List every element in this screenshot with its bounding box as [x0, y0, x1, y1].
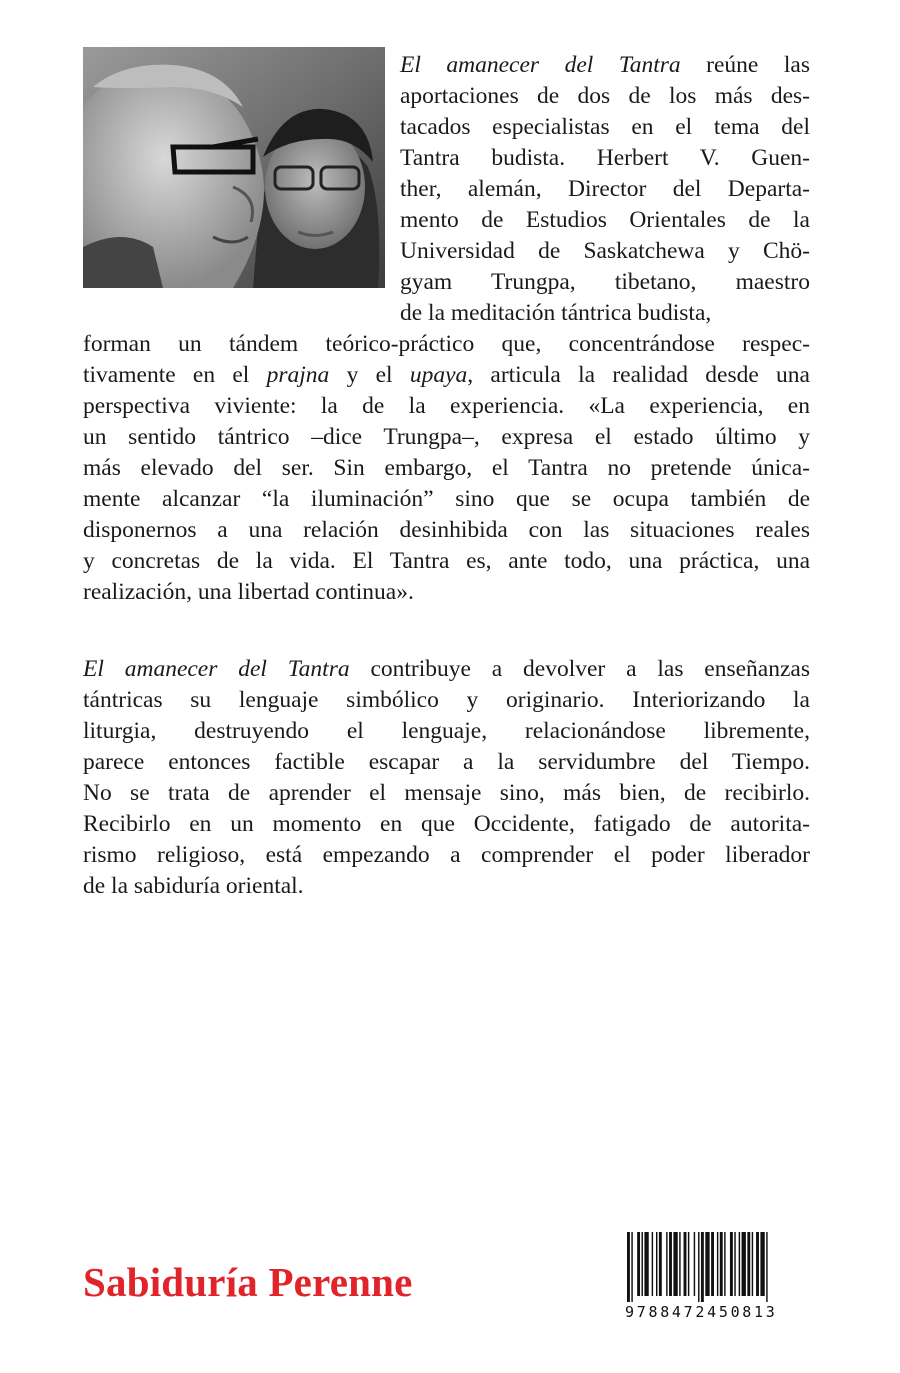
text-line — [83, 391, 810, 422]
text-line — [83, 871, 810, 902]
text-line — [83, 685, 810, 716]
italic-title: El amanecer del Tantra — [400, 52, 681, 78]
barcode-bar — [766, 1232, 767, 1302]
text-line — [83, 546, 810, 577]
barcode-bar — [711, 1232, 714, 1296]
paragraph-2 — [83, 654, 810, 902]
text-run: ther, alemán, Director del Departa- — [400, 176, 810, 202]
text-run: tivamente en el — [83, 362, 267, 388]
text-line — [83, 747, 810, 778]
barcode-bar — [637, 1232, 640, 1296]
text-line — [400, 174, 810, 205]
barcode-bar — [717, 1232, 718, 1296]
barcode-bar — [701, 1232, 704, 1302]
text-line — [83, 809, 810, 840]
text-run: un sentido tántrico –dice Trungpa–, expresa el estado último y — [83, 424, 810, 450]
author-photo — [83, 47, 385, 288]
barcode-bar — [679, 1232, 680, 1296]
text-run: tántricas su lenguaje simbólico y originario. Interiorizando la — [83, 687, 810, 713]
text-line — [83, 654, 810, 685]
text-run: Recibirlo en un momento en que Occidente, fatigado de autorita- — [83, 811, 810, 837]
barcode-bar — [669, 1232, 672, 1296]
barcode-bar — [652, 1232, 653, 1296]
text-line — [400, 143, 810, 174]
barcode-bar — [659, 1232, 662, 1296]
text-run: Tantra budista. Herbert V. Guen- — [400, 145, 810, 171]
text-run: No se trata de aprender el mensaje sino, más bien, de recibirlo. — [83, 780, 810, 806]
barcode-bar — [644, 1232, 648, 1296]
barcode-bar — [720, 1232, 723, 1296]
text-run: disponernos a una relación desinhibida con las situaciones reales — [83, 517, 810, 543]
text-run: tacados especialistas en el tema del — [400, 114, 810, 140]
text-run: perspectiva viviente: la de la experiencia. «La experiencia, en — [83, 393, 810, 419]
text-line — [83, 360, 810, 391]
text-line — [83, 453, 810, 484]
text-run: parece entonces factible escapar a la servidumbre del Tiempo. — [83, 749, 810, 775]
text-line — [83, 577, 810, 608]
text-run: más elevado del ser. Sin embargo, el Tantra no pretende única- — [83, 455, 810, 481]
text-line — [400, 236, 810, 267]
barcode-bar — [642, 1232, 643, 1296]
text-line — [83, 329, 810, 360]
barcode-bar — [666, 1232, 667, 1296]
text-line — [83, 422, 810, 453]
text-run: mente alcanzar “la iluminación” sino que se ocupa también de — [83, 486, 810, 512]
text-run: de la sabiduría oriental. — [83, 873, 304, 899]
barcode-bar — [756, 1232, 759, 1296]
text-line — [83, 778, 810, 809]
italic-title: prajna — [266, 362, 330, 388]
text-line — [400, 298, 810, 329]
text-run: y el — [329, 362, 410, 388]
text-line — [400, 205, 810, 236]
barcode-bar — [724, 1232, 725, 1296]
italic-title: El amanecer del Tantra — [83, 656, 350, 682]
paragraph-1-wrap — [400, 50, 810, 329]
barcode-bar — [698, 1232, 699, 1302]
text-run: gyam Trungpa, tibetano, maestro — [400, 269, 810, 295]
text-run: liturgia, destruyendo el lenguaje, relacionándose libremente, — [83, 718, 810, 744]
series-title: Sabiduría Perenne — [83, 1259, 413, 1305]
barcode-bar — [730, 1232, 733, 1296]
text-run: realización, una libertad continua». — [83, 579, 414, 605]
text-run: reúne las — [680, 52, 810, 78]
text-run: y concretas de la vida. El Tantra es, ante todo, una práctica, una — [83, 548, 810, 574]
text-line — [400, 50, 810, 81]
paragraph-1-full — [83, 329, 810, 608]
barcode-bar — [752, 1232, 753, 1296]
text-line — [83, 716, 810, 747]
barcode-bar — [742, 1232, 746, 1296]
text-line — [83, 484, 810, 515]
text-run: de la meditación tántrica budista, — [400, 300, 712, 326]
barcode-bar — [734, 1232, 735, 1296]
text-line — [400, 112, 810, 143]
text-run: mento de Estudios Orientales de la — [400, 207, 810, 233]
barcode-bar — [694, 1232, 695, 1296]
text-line — [83, 515, 810, 546]
text-run: rismo religioso, está empezando a comprender el poder liberador — [83, 842, 810, 868]
barcode-bar — [739, 1232, 740, 1296]
barcode-bar — [673, 1232, 677, 1296]
text-line — [400, 81, 810, 112]
text-run: contribuye a devolver a las enseñanzas — [349, 656, 810, 682]
barcode-bar — [747, 1232, 750, 1296]
text-run: , articula la realidad desde una — [467, 362, 810, 388]
barcode-bars — [623, 1232, 813, 1302]
text-line — [400, 267, 810, 298]
text-run: forman un tándem teórico-práctico que, concentrándose respec- — [83, 331, 810, 357]
barcode-bar — [656, 1232, 657, 1296]
text-run: aportaciones de dos de los más des- — [400, 83, 810, 109]
barcode-bar — [760, 1232, 764, 1296]
italic-title: upaya — [409, 362, 468, 388]
barcode-bar — [631, 1232, 632, 1302]
barcode-bar — [684, 1232, 687, 1296]
text-line — [83, 840, 810, 871]
isbn-number: 9788472450813 — [625, 1303, 778, 1321]
text-run: Universidad de Saskatchewa y Chö- — [400, 238, 810, 264]
portrait-photo-icon — [83, 47, 385, 288]
barcode-bar — [705, 1232, 709, 1296]
barcode-bar — [627, 1232, 630, 1302]
barcode-bar — [688, 1232, 689, 1296]
